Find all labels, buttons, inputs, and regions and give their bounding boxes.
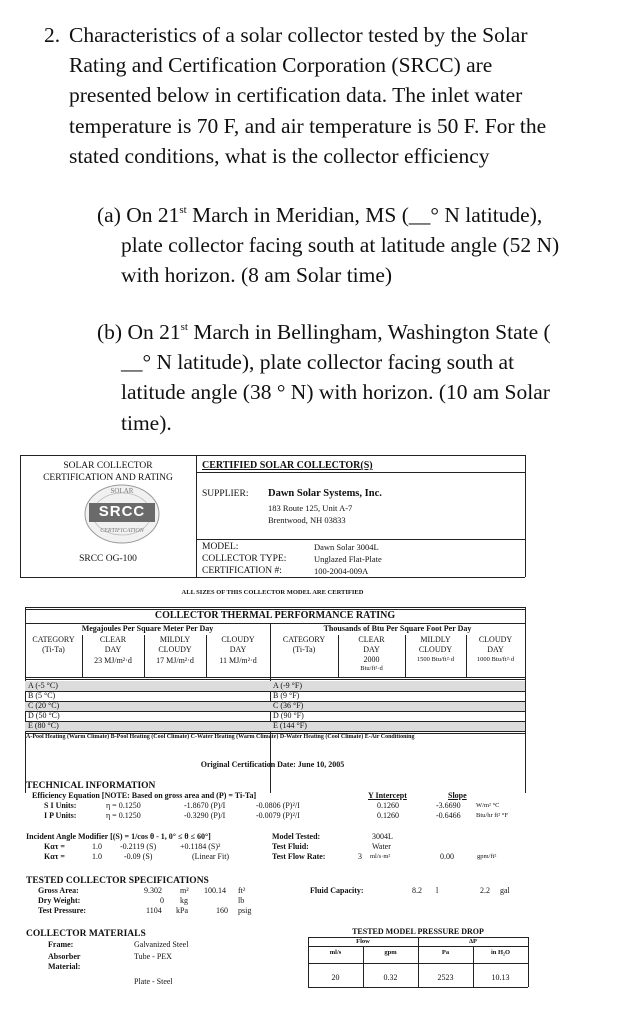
part-b-line: latitude angle (38 ° N) with horizon. (10 am Solar: [121, 380, 550, 405]
part-b-line: time).: [121, 410, 172, 435]
part-a-line: with horizon. (8 am Solar time): [121, 263, 393, 288]
part-a-line: (a) On 21st March in Meridian, MS (__° N latitude),: [97, 203, 543, 227]
ip-eta: η = 0.1250: [106, 811, 141, 820]
mj-title: Megajoules Per Square Meter Per Day: [81, 624, 214, 633]
col-clear-ip: CLEAR: [358, 635, 385, 644]
col-clear-ip-unit: Btu/ft²·d: [360, 665, 383, 672]
efficiency-equation: Efficiency Equation [NOTE: Based on gross area and (P) = Ti-Ta]: [32, 791, 257, 800]
gross-area-value: 9.302: [144, 886, 162, 895]
category-d: D (50 °C): [28, 711, 60, 720]
fluid-capacity-label: Fluid Capacity:: [310, 886, 364, 895]
col-clear-sub: DAY: [104, 645, 122, 654]
pd-value-gpm: 0.32: [383, 973, 398, 982]
seal-bottom-text: CERTIFICATION: [100, 528, 144, 534]
category-d-ip: D (90 °F): [273, 711, 304, 720]
slope-si-unit: W/m² °C: [476, 802, 500, 809]
k-tau-1-b: -0.2119 (S): [120, 842, 157, 851]
supplier-address-1: 183 Route 125, Unit A-7: [268, 503, 353, 513]
pressure-drop-title: TESTED MODEL PRESSURE DROP: [352, 927, 484, 936]
fluid-capacity-unit-ip: gal: [500, 886, 510, 895]
si-eta: η = 0.1250: [106, 801, 141, 810]
header-left-line1: SOLAR COLLECTOR: [63, 461, 153, 471]
category-b-ip: B (9 °F): [273, 691, 300, 700]
gross-area-value-ip: 100.14: [204, 886, 226, 895]
col-cloudy-value: 11 MJ/m²·d: [219, 656, 257, 665]
col-cloudy-ip: CLOUDY: [478, 635, 513, 644]
srcc-certificate: [20, 455, 605, 1003]
ip-units-label: I P Units:: [44, 811, 77, 820]
model-tested-value: 3004L: [372, 832, 393, 841]
part-a-line: plate collector facing south at latitude angle (52 N): [121, 233, 560, 258]
pd-header-gpm: gpm: [384, 949, 397, 956]
dry-weight-value: 0: [160, 896, 164, 905]
col-category-ip: CATEGORY: [282, 635, 326, 644]
dry-weight-unit: kg: [180, 896, 188, 905]
k-tau-2-label: Kατ =: [44, 852, 65, 861]
slope-header: Slope: [448, 791, 467, 800]
slope-ip: -0.6466: [436, 811, 461, 820]
certification-value: 100-2004-009A: [314, 566, 369, 576]
k-tau-2-a: 1.0: [92, 852, 102, 861]
y-intercept-si: 0.1260: [377, 801, 399, 810]
si-coef-1: -1.8670 (P)/I: [184, 801, 226, 810]
srcc-seal: [82, 483, 162, 545]
col-cloudy-ip-sub: DAY: [487, 645, 504, 654]
supplier-name: Dawn Solar Systems, Inc.: [268, 488, 382, 499]
pressure-drop-flow: Flow: [356, 938, 370, 945]
test-fluid-label: Test Fluid:: [272, 842, 309, 851]
test-flow-unit: ml/s·m²: [370, 853, 391, 860]
dry-weight-label: Dry Weight:: [38, 896, 81, 905]
col-mildly-ip: MILDLY: [420, 635, 451, 644]
ip-coef-2: -0.0079 (P)²/I: [256, 811, 300, 820]
category-c-ip: C (36 °F): [273, 701, 304, 710]
test-pressure-value: 1104: [146, 906, 162, 915]
test-fluid-value: Water: [372, 842, 391, 851]
k-tau-2-b: -0.09 (S): [124, 852, 153, 861]
test-pressure-unit-ip: psig: [238, 906, 252, 915]
tech-title: TECHNICAL INFORMATION: [26, 781, 156, 791]
category-c: C (20 °C): [28, 701, 60, 710]
pd-header-pa: Pa: [441, 949, 450, 956]
question-part-b: [97, 312, 629, 438]
k-tau-1-a: 1.0: [92, 842, 102, 851]
test-flow-value: 3: [358, 852, 362, 861]
fluid-capacity-value-ip: 2.2: [480, 886, 490, 895]
pd-value-mls: 20: [331, 973, 340, 982]
category-e-ip: E (144 °F): [273, 721, 307, 730]
col-mildly: MILDLY: [159, 635, 191, 644]
dry-weight-unit-ip: lb: [238, 896, 245, 905]
original-certification-date: Original Certification Date: June 10, 2005: [200, 760, 345, 769]
test-flow-unit-ip: gpm/ft²: [477, 853, 497, 860]
gross-area-label: Gross Area:: [38, 886, 79, 895]
pd-header-mls: ml/s: [329, 949, 342, 956]
category-b: B (5 °C): [28, 691, 56, 700]
part-b-line: (b) On 21st March in Bellingham, Washington State (: [97, 320, 551, 344]
gross-area-unit-ip: ft²: [238, 886, 246, 895]
question-part-a: [97, 195, 629, 291]
supplier-label: SUPPLIER:: [202, 489, 249, 499]
collector-type-value: Unglazed Flat-Plate: [314, 554, 382, 564]
seal-main-text: SRCC: [98, 503, 146, 520]
spec-title: TESTED COLLECTOR SPECIFICATIONS: [26, 876, 209, 886]
fluid-capacity-value: 8.2: [412, 886, 422, 895]
part-b-line: __° N latitude), plate collector facing south at: [121, 350, 515, 375]
si-units-label: S I Units:: [44, 801, 77, 810]
k-tau-1-c: +0.1184 (S)²: [180, 842, 221, 851]
question-intro: [44, 20, 629, 171]
test-flow-label: Test Flow Rate:: [272, 852, 326, 861]
question-line: presented below in certification data. The inlet water: [69, 83, 523, 108]
col-mildly-ip-sub: CLOUDY: [418, 645, 453, 654]
absorber-value: Tube - PEX: [134, 952, 172, 961]
question-line: stated conditions, what is the collector efficiency: [69, 143, 490, 168]
og-number: SRCC OG-100: [79, 554, 137, 564]
fluid-capacity-unit: l: [436, 886, 439, 895]
category-e: E (80 °C): [28, 721, 59, 730]
test-pressure-value-ip: 160: [216, 906, 228, 915]
col-category: CATEGORY: [32, 635, 75, 644]
y-intercept-ip: 0.1260: [377, 811, 399, 820]
pressure-drop-dp: ΔP: [468, 938, 478, 945]
test-pressure-label: Test Pressure:: [38, 906, 87, 915]
gross-area-unit: m²: [180, 886, 189, 895]
supplier-address-2: Brentwood, NH 03833: [268, 515, 346, 525]
performance-title: COLLECTOR THERMAL PERFORMANCE RATING: [154, 610, 396, 621]
all-sizes-note: ALL SIZES OF THIS COLLECTOR MODEL ARE CERTIFIED: [181, 589, 364, 596]
question-number: 2.: [44, 23, 61, 47]
materials-title: COLLECTOR MATERIALS: [26, 929, 146, 939]
pd-header-inh2o: in H₂O: [490, 949, 511, 956]
seal-top-text: SOLAR: [110, 487, 134, 495]
col-clear-value: 23 MJ/m²·d: [94, 656, 132, 665]
k-tau-2-c: (Linear Fit): [192, 852, 230, 861]
frame-label: Frame:: [48, 940, 74, 949]
category-legend: A-Pool Heating (Warm Climate) B-Pool Heating (Cool Climate) C-Water Heating (Warm Climate) D-Water Heating (Cool Climate) E-Air Conditioning: [26, 734, 415, 740]
model-value: Dawn Solar 3004L: [314, 542, 379, 552]
collector-type-label: COLLECTOR TYPE:: [202, 554, 287, 564]
col-mildly-ip-value: 1500 Btu/ft²·d: [416, 656, 455, 663]
col-category-sub: (Ti-Ta): [42, 645, 65, 654]
test-pressure-unit: kPa: [176, 906, 188, 915]
col-cloudy-sub: DAY: [229, 645, 247, 654]
col-clear-ip-value: 2000: [363, 655, 380, 664]
k-tau-1-label: Kατ =: [44, 842, 65, 851]
col-cloudy-ip-value: 1000 Btu/ft²·d: [476, 656, 515, 663]
incident-angle-modifier: Incident Angle Modifier [(S) = 1/cos θ - 1, 0° ≤ θ ≤ 60°]: [26, 832, 211, 841]
col-clear-ip-sub: DAY: [363, 645, 380, 654]
test-flow-value-ip: 0.00: [440, 852, 454, 861]
question-line: 2. Characteristics of a solar collector tested by the Solar: [44, 20, 629, 50]
y-intercept-header: Y Intercept: [368, 791, 407, 800]
model-tested-label: Model Tested:: [272, 832, 321, 841]
slope-ip-unit: Btu/hr ft² °F: [476, 812, 508, 819]
category-a-ip: A (-9 °F): [273, 681, 302, 690]
frame-value: Galvanized Steel: [134, 940, 189, 949]
header-left-line2: CERTIFICATION AND RATING: [43, 473, 173, 483]
pd-value-inh2o: 10.13: [491, 973, 510, 982]
col-mildly-sub: CLOUDY: [158, 645, 192, 654]
col-category-ip-sub: (Ti-Ta): [292, 645, 316, 654]
certification-label: CERTIFICATION #:: [202, 566, 282, 576]
question-line: temperature is 70 F, and air temperature is 50 F. For the: [69, 113, 547, 138]
btu-title: Thousands of Btu Per Square Foot Per Day: [323, 624, 472, 633]
absorber-plate-value: Plate - Steel: [134, 977, 173, 986]
ip-coef-1: -0.3290 (P)/I: [184, 811, 226, 820]
col-mildly-value: 17 MJ/m²·d: [156, 656, 194, 665]
question-line: Rating and Certification Corporation (SRCC) are: [69, 53, 493, 78]
certified-title: CERTIFIED SOLAR COLLECTOR(S): [202, 460, 373, 471]
si-coef-2: -0.0806 (P)²/I: [256, 801, 300, 810]
pd-value-pa: 2523: [437, 973, 454, 982]
category-a: A (-5 °C): [28, 681, 58, 690]
model-label: MODEL:: [202, 542, 239, 552]
col-clear: CLEAR: [99, 635, 127, 644]
absorber-label: Absorber Material:: [48, 952, 81, 971]
slope-si: -3.6690: [436, 801, 461, 810]
col-cloudy: CLOUDY: [221, 635, 255, 644]
